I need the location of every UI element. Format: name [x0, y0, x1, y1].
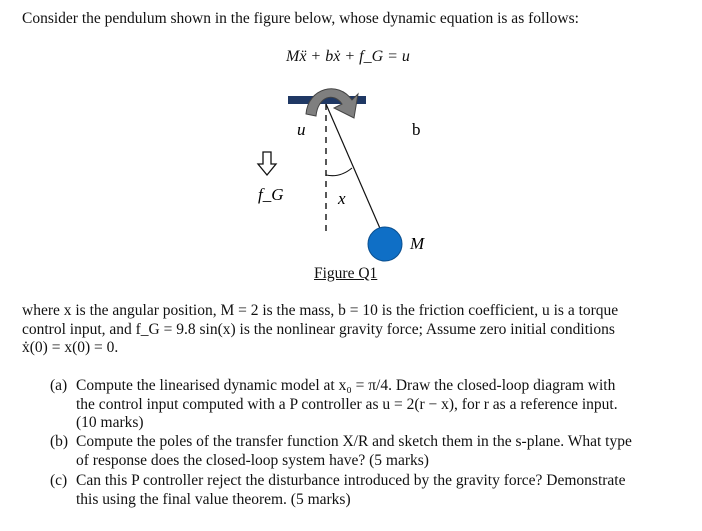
question-text: [76, 377, 618, 433]
where-line: where x is the angular position, M = 2 is the mass, b = 10 is the friction coefficient, u is a torque: [22, 302, 619, 319]
label-b: b: [412, 120, 421, 139]
question-label: (a): [50, 377, 68, 394]
gravity-arrow: [258, 152, 276, 175]
question-line: (10 marks): [76, 414, 144, 431]
pendulum-rod: [326, 104, 382, 233]
question-line: the control input computed with a P controller as u = 2(r − x), for r as a reference input.: [76, 395, 618, 413]
question-b: [50, 433, 632, 470]
question-line: Compute the linearised dynamic model at x₀ = π/4. Draw the closed-loop diagram with: [76, 377, 616, 394]
question-line: Can this P controller reject the disturbance introduced by the gravity force? Demonstrate: [76, 472, 626, 489]
question-label: (c): [50, 472, 68, 489]
label-M: M: [410, 234, 425, 253]
question-label: (b): [50, 433, 69, 450]
question-text: [76, 433, 632, 470]
question-c: [50, 472, 626, 509]
where-line: ẋ(0) = x(0) = 0.: [22, 339, 119, 356]
where-paragraph: [22, 302, 618, 358]
figure-caption: Figure Q1: [314, 265, 378, 282]
intro-text: Consider the pendulum shown in the figure below, whose dynamic equation is as follows:: [22, 10, 579, 27]
label-fG: f_G: [258, 185, 284, 204]
question-a: [50, 377, 618, 433]
dynamic-equation: Mẍ + bẋ + f_G = u: [286, 48, 410, 65]
where-line: control input, and f_G = 9.8 sin(x) is the nonlinear gravity force; Assume zero initial conditions: [22, 320, 615, 338]
question-line: this using the final value theorem. (5 marks): [76, 490, 351, 508]
question-text: [76, 472, 626, 509]
question-line: of response does the closed-loop system have? (5 marks): [76, 451, 429, 469]
question-line: Compute the poles of the transfer function X/R and sketch them in the s-plane. What type: [76, 433, 632, 450]
pendulum-mass: [368, 227, 402, 261]
label-u: u: [297, 120, 306, 139]
label-x: x: [338, 189, 346, 208]
angle-arc: [326, 168, 352, 176]
